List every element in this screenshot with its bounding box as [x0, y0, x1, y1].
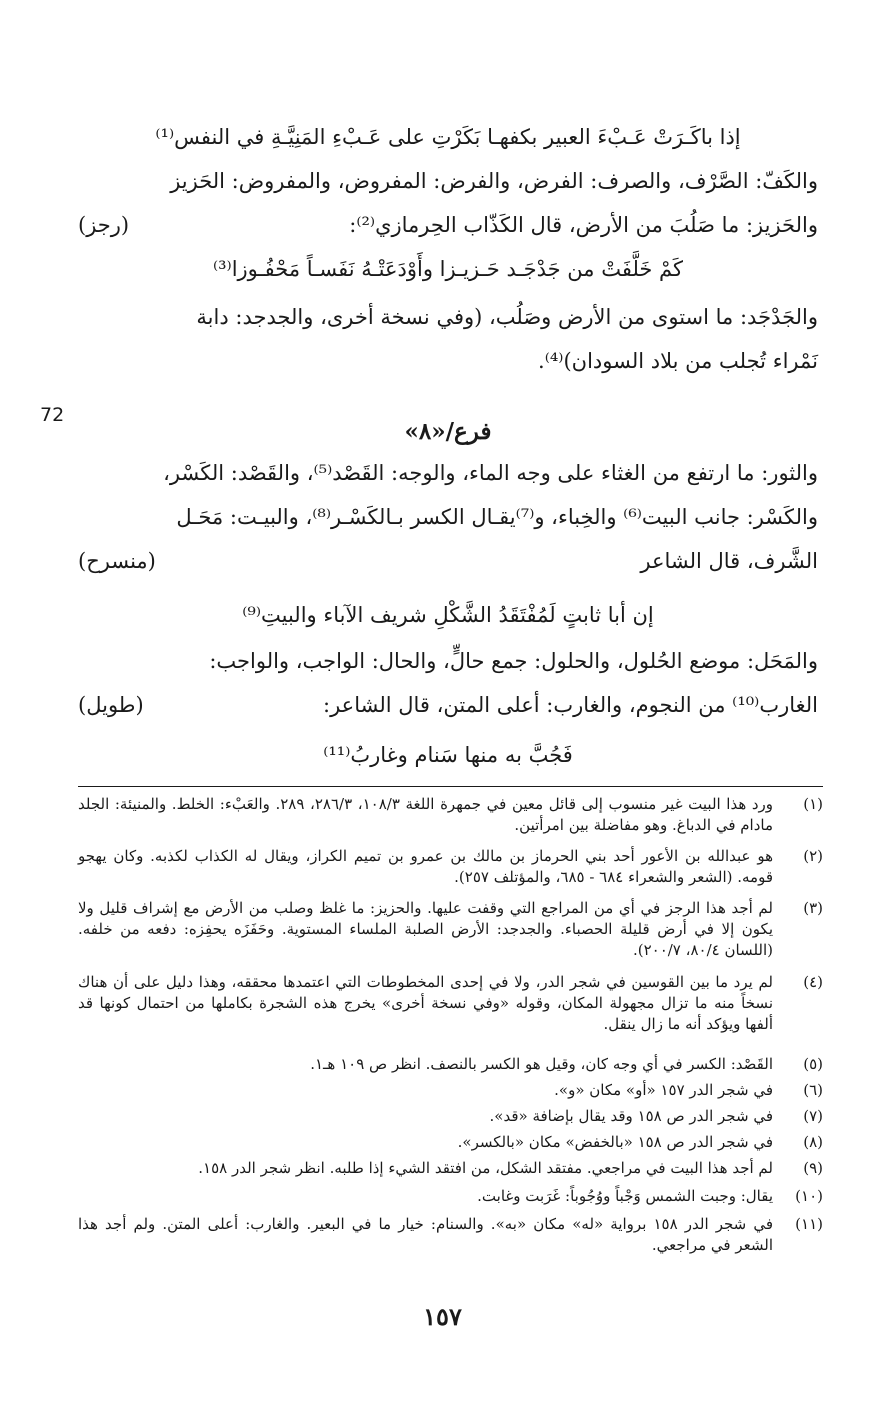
meter-label-rajaz: (رجز): [78, 213, 130, 237]
footnote-9: [78, 1158, 823, 1179]
footnote-2: [78, 846, 823, 888]
verse-line-1: إذا باكَـرَتْ عَـبْءَ العبير بكفهـا بَكَرْتِ على عَـبْءِ المَنِيَّـةِ في النفس⁽¹⁾: [155, 125, 741, 149]
meter-label-munsarih: (منسرح): [78, 549, 156, 573]
text-line-2: والكَفّ: الصَّرْف، والصرف: الفرض، والفرض: المفروض، والمفروض: الحَزيز: [170, 169, 818, 193]
footnote-text: لم أجد هذا الرجز في أي من المراجع التي وقفت عليها. والحزيز: ما غلظ وصلب من الأرض مع إشراف قليل ولا يكون إلا في أرض قليلة الحصباء. والجدجد: الأرض الصلبة الملساء المستوية. وحَفَزَه يحفِزه: دفعه من خلفه. (اللسان ٨٠/٤، ٢٠٠/٧).: [78, 899, 773, 959]
footnote-text: لم يرد ما بين القوسين في شجر الدر، ولا في إحدى المخطوطات التي اعتمدها محققه، وهذا دليل على أن هناك نسخاً منه ما تزال مجهولة المكان، وقوله «وفي نسخة أخرى» يخرج هذه الشجرة بكاملها من احتمال كونها قد ألفها ويؤكد أنه ما زال ينقل.: [78, 973, 773, 1033]
text2-line-3: [78, 540, 818, 582]
footnote-number: (٨): [803, 1133, 823, 1151]
footnote-text: هو عبدالله بن الأعور أحد بني الحرماز بن مالك بن عمرو بن تميم الكراز، ويقال له الكذاب لكذبه. وكان يهجو قومه. (الشعر والشعراء ٦٨٤ - ٦٨٥، والمؤتلف ٢٥٧).: [78, 847, 773, 886]
footnote-text: ورد هذا البيت غير منسوب إلى قائل معين في جمهرة اللغة ١٠٨/٣، ٢٨٦/٣، ٢٨٩. والعَبْء: الخلط. والمنيئة: الجلد مادام في الدباغ. وهو مفاضلة بين امرأتين.: [78, 795, 774, 834]
footnote-text: لم أجد هذا البيت في مراجعي. مفتقد الشكل، من افتقد الشيء إذا طلبه. انظر شجر الدر ١٥٨.: [198, 1159, 773, 1177]
footnote-text: في شجر الدر ص ١٥٨ وقد يقال بإضافة «قد».: [489, 1107, 773, 1125]
meter-label-tawil: (طويل): [78, 693, 144, 717]
footnote-rule: [78, 786, 823, 787]
footnote-number: (٢): [803, 847, 823, 865]
text-line-3: [78, 204, 818, 246]
footnote-number: (٦): [803, 1081, 823, 1099]
footnote-10: [78, 1186, 823, 1207]
footnote-5: [78, 1054, 823, 1075]
footnote-number: (١١): [795, 1215, 823, 1233]
footnote-number: (١٠): [795, 1187, 823, 1205]
section-heading: فرع/«٨»: [404, 418, 492, 445]
footnote-number: (٩): [803, 1159, 823, 1177]
text2-line-5-body: الغارب⁽¹⁰⁾ من النجوم، والغارب: أعلى المتن، قال الشاعر:: [323, 693, 818, 717]
footnote-text: في شجر الدر ١٥٨ برواية «له» مكان «به». والسنام: خيار ما في البعير. والغارب: أعلى المتن. ولم أجد هذا الشعر في مراجعي.: [78, 1215, 773, 1254]
margin-page-marker: 72: [40, 404, 65, 426]
text-line-6: نَمْراء تُجلب من بلاد السودان)⁽⁴⁾.: [538, 349, 818, 373]
page-number: ١٥٧: [423, 1302, 462, 1331]
footnote-4: [78, 972, 823, 1035]
text2-line-2: والكَسْر: جانب البيت⁽⁶⁾ والخِباء، و⁽⁷⁾يقـال الكسر بـالكَسْـر⁽⁸⁾، والبيـت: مَحَـل: [176, 505, 818, 529]
footnote-number: (٣): [803, 899, 823, 917]
verse-line-2-1: إن أبا ثابتٍ لَمُفْتَقَدُ الشَّكْلِ شريف الآباء والبيتِ⁽⁹⁾: [242, 603, 654, 627]
text2-line-1: والثور: ما ارتفع من الغثاء على وجه الماء، والوجه: القَصْد⁽⁵⁾، والقَصْد: الكَسْر،: [163, 461, 818, 485]
verse-line-2-2: فَجُبَّ به منها سَنام وغاربُ⁽¹¹⁾: [323, 743, 573, 767]
footnote-text: في شجر الدر ١٥٧ «أو» مكان «و».: [554, 1081, 773, 1099]
text2-line-3-body: الشَّرف، قال الشاعر: [640, 549, 818, 573]
footnote-6: [78, 1080, 823, 1101]
footnote-11: [78, 1214, 823, 1256]
footnote-number: (٧): [803, 1107, 823, 1125]
footnote-text: في شجر الدر ص ١٥٨ «بالخفض» مكان «بالكسر».: [457, 1133, 773, 1151]
footnote-text: يقال: وجبت الشمس وَجْباً ووُجُوباً: غَرَبت وغابت.: [477, 1187, 773, 1205]
footnote-number: (٥): [803, 1055, 823, 1073]
footnote-3: [78, 898, 823, 961]
verse-line-4: كَمْ خَلَّفَتْ من جَدْجَـد حَـزيـزا وأَوْدَعَتْـهُ نَفَسـاً مَحْفُـوزا⁽³⁾: [212, 257, 684, 281]
footnote-8: [78, 1132, 823, 1153]
text-line-3-body: والحَزيز: ما صَلُبَ من الأرض، قال الكَذّاب الحِرمازي⁽²⁾:: [349, 213, 818, 237]
footnote-7: [78, 1106, 823, 1127]
text2-line-5: [78, 684, 818, 726]
footnote-number: (٤): [803, 973, 823, 991]
footnote-number: (١): [803, 795, 823, 813]
text-line-5: والجَدْجَد: ما استوى من الأرض وصَلُب، (وفي نسخة أخرى، والجدجد: دابة: [196, 305, 818, 329]
text2-line-4: والمَحَل: موضع الحُلول، والحلول: جمع حالٍّ، والحال: الواجب، والواجب:: [209, 649, 818, 673]
footnote-text: القَصْد: الكسر في أي وجه كان، وقيل هو الكسر بالنصف. انظر ص ١٠٩ هـ١.: [310, 1055, 773, 1073]
footnote-1: [78, 794, 823, 836]
